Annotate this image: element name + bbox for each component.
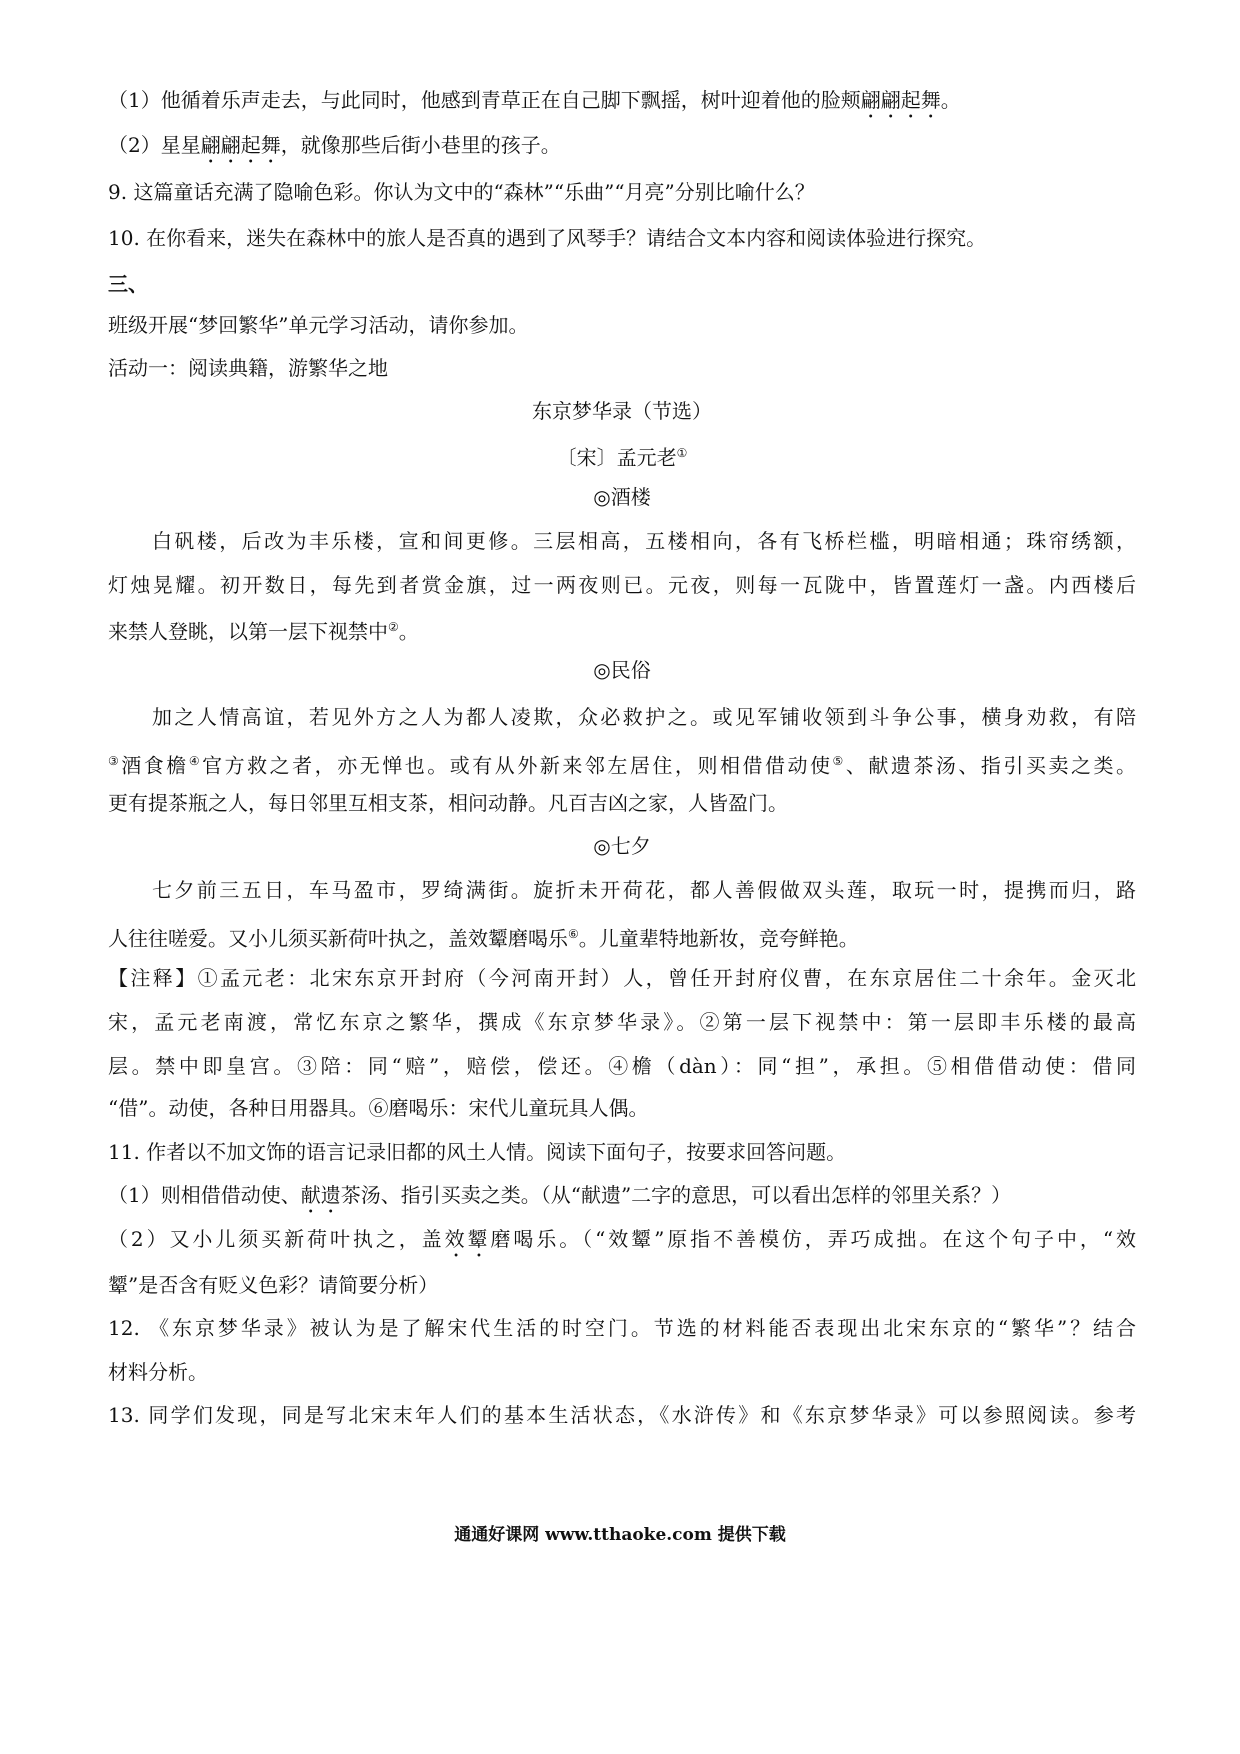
paragraph-line [108,920,1136,953]
text: 。儿童辈特地新妆，竞夸鲜艳。 [578,926,859,951]
footnote-marker: ① [676,446,688,460]
text: （1）则相借借动使、 [108,1183,301,1207]
activity-1-heading: 活动一：阅读典籍，游繁华之地 [108,356,388,380]
footnote-marker: ② [388,620,399,634]
q11-sentence-1 [108,1181,1136,1218]
subheading-minsu: ◎民俗 [593,658,651,682]
text-title: 东京梦华录（节选） [532,399,712,423]
text-author [108,439,1136,472]
paragraph-line [108,613,1136,646]
text: 。 [398,619,419,644]
text: （2）又小儿须买新荷叶执之，盖 [108,1227,445,1251]
footnote-marker: ⑤ [832,754,846,768]
text: （1）他循着乐声走去，与此同时，他感到青草正在自己脚下飘摇，树叶迎着他的脸颊 [108,88,861,112]
notes-line: “借”。动使，各种日用器具。⑥磨喝乐：宋代儿童玩具人偶。 [108,1096,649,1120]
text: 、献遗茶汤、指引买卖之类。 [845,753,1137,778]
text: 。 [940,88,961,112]
text: 人往往嗟爱。又小儿须买新荷叶执之，盖效颦磨喝乐 [108,926,568,951]
text: 茶汤、指引买卖之类。（从“献遗”二字的意思，可以看出怎样的邻里关系？） [340,1183,1012,1207]
q11-sentence-2 [108,1225,1136,1262]
footnote-marker: ④ [188,754,203,768]
subheading-jiulou: ◎酒楼 [593,485,651,509]
question-9: 9. 这篇童话充满了隐喻色彩。你认为文中的“森林”“乐曲”“月亮”分别比喻什么？ [108,180,815,204]
paragraph-line: 七夕前三五日，车马盈市，罗绮满街。旋折未开荷花，都人善假做双头莲，取玩一时，提携而归，路 [152,878,1136,902]
notes-line: 宋，孟元老南渡，常忆东京之繁华，撰成《东京梦华录》。②第一层下视禁中：第一层即丰乐楼的最高 [108,1010,1136,1034]
text: （2）星星 [108,133,201,157]
subheading-qixi: ◎七夕 [593,834,651,858]
page-footer: 通通好课网 www.tthaoke.com 提供下载 [454,1525,786,1545]
activity-intro: 班级开展“梦回繁华”单元学习活动，请你参加。 [108,313,529,337]
paragraph-line: 更有提茶瓶之人，每日邻里互相支茶，相问动静。凡百吉凶之家，人皆盈门。 [108,791,788,815]
question-13: 13. 同学们发现，同是写北宋末年人们的基本生活状态，《水浒传》和《东京梦华录》可以参照阅读。参考 [108,1403,1136,1427]
section-heading: 三、 [108,272,148,296]
text: 来禁人登眺，以第一层下视禁中 [108,619,388,644]
question-11: 11. 作者以不加文饰的语言记录旧都的风土人情。阅读下面句子，按要求回答问题。 [108,1140,847,1164]
notes-line: 【注释】①孟元老：北宋东京开封府（今河南开封）人，曾任开封府仪曹，在东京居住二十余年。金灭北 [108,966,1136,990]
emphasized-word: 献遗 [300,1183,341,1207]
q8-sentence-2 [108,131,1136,168]
paragraph-line: 白矾楼，后改为丰乐楼，宣和间更修。三层相高，五楼相向，各有飞桥栏槛，明暗相通；珠帘绣额， [152,529,1136,553]
question-10: 10. 在你看来，迷失在森林中的旅人是否真的遇到了风琴手？请结合文本内容和阅读体验进行探究。 [108,226,987,250]
question-12-cont: 材料分析。 [108,1360,208,1384]
q8-sentence-1 [108,86,1136,123]
emphasized-word: 翩翩起舞 [200,133,281,157]
text: 酒食檐 [121,753,189,778]
text: ，就像那些后街小巷里的孩子。 [280,133,561,157]
author: 〔宋〕孟元老 [556,445,677,470]
footnote-marker: ⑥ [568,927,579,941]
paragraph-line: 加之人情高谊，若见外方之人为都人凌欺，众必救护之。或见军铺收领到斗争公事，横身劝救，有陪 [152,705,1136,729]
text: 官方救之者，亦无惮也。或有从外新来邻左居住，则相借借动使 [202,753,833,778]
footnote-marker: ③ [108,754,122,768]
q11-sentence-2-cont: 颦”是否含有贬义色彩？请简要分析） [108,1273,439,1297]
question-12: 12. 《东京梦华录》被认为是了解宋代生活的时空门。节选的材料能否表现出北宋东京的“繁华”？结合 [108,1316,1136,1340]
paragraph-line [108,747,1136,780]
notes-line: 层。禁中即皇宫。③陪：同“赔”，赔偿，偿还。④檐（dàn）：同“担”，承担。⑤相借借动使：借同 [108,1054,1136,1078]
paragraph-line: 灯烛晃耀。初开数日，每先到者赏金旗，过一两夜则已。元夜，则每一瓦陇中，皆置莲灯一盏。内西楼后 [108,573,1136,597]
text: 磨喝乐。（“效颦”原指不善模仿，弄巧成拙。在这个句子中，“效 [490,1227,1136,1251]
emphasized-word: 效颦 [444,1227,491,1251]
emphasized-word: 翩翩起舞 [860,88,941,112]
